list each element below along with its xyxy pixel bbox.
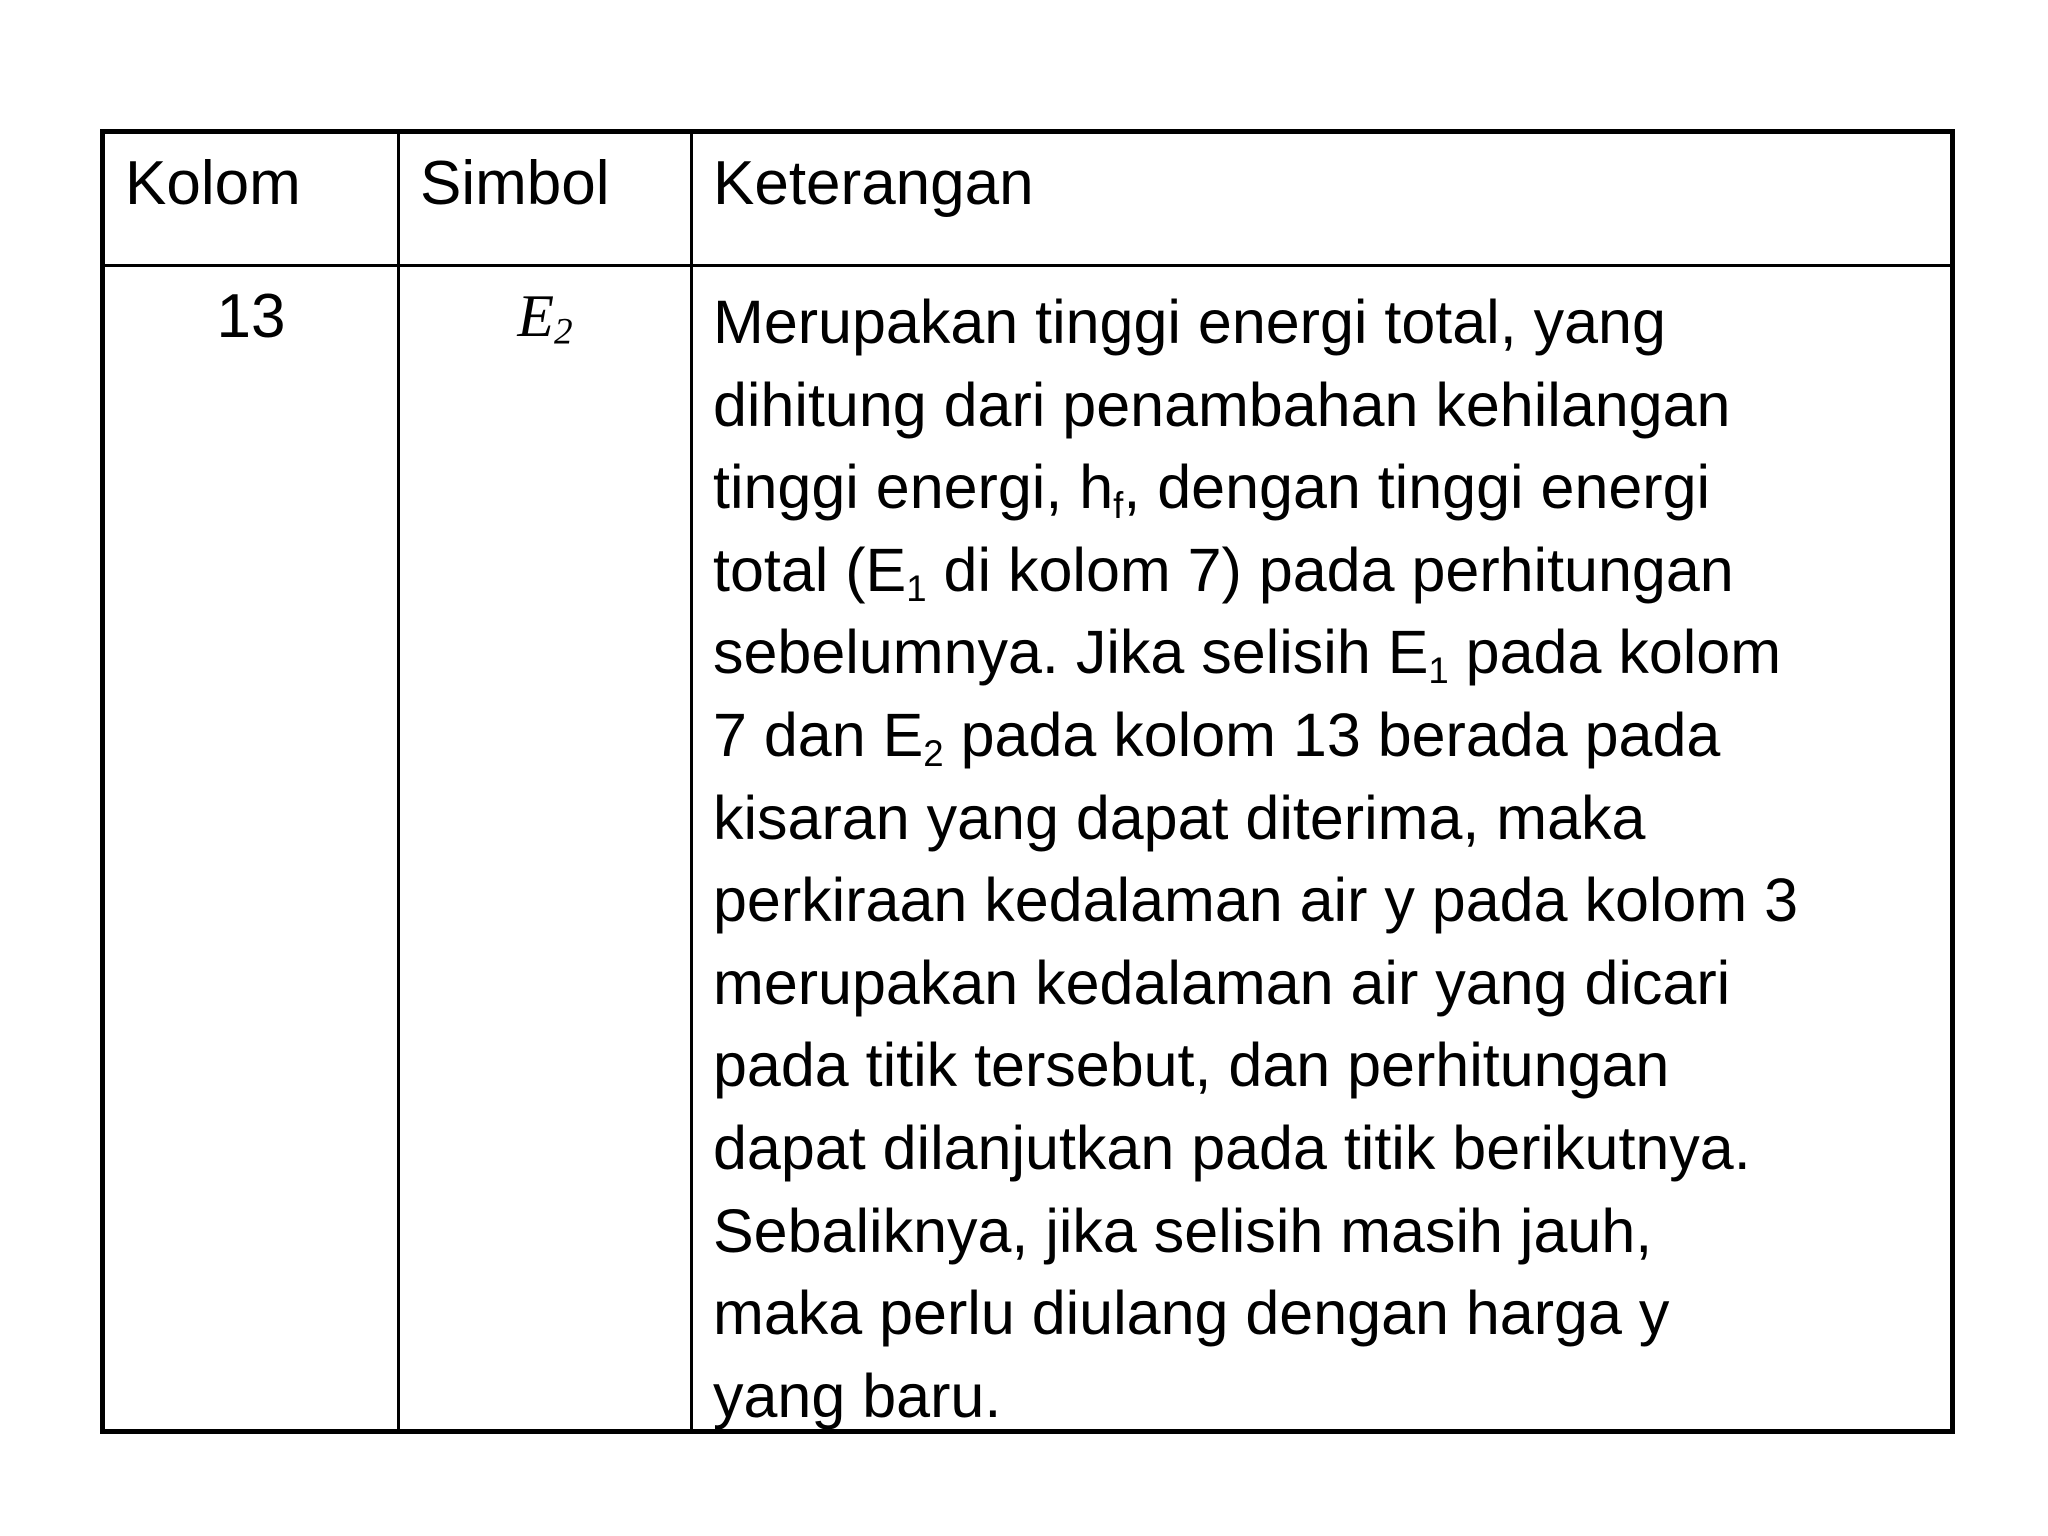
text-segment: tinggi energi, h	[713, 453, 1114, 522]
keterangan-line	[713, 694, 1934, 777]
text-segment: pada titik tersebut, dan perhitungan	[713, 1031, 1670, 1100]
kolom-number: 13	[216, 282, 286, 351]
header-cell-simbol	[400, 134, 693, 264]
text-segment: di kolom 7) pada perhitungan	[926, 535, 1734, 604]
keterangan-line	[713, 777, 1934, 860]
keterangan-line	[713, 281, 1934, 364]
text-segment: kisaran yang dapat diterima, maka	[713, 783, 1646, 852]
keterangan-line	[713, 529, 1934, 612]
text-segment: pada kolom	[1448, 618, 1782, 687]
keterangan-line	[713, 611, 1934, 694]
text-segment: dapat dilanjutkan pada titik berikutnya.	[713, 1113, 1751, 1182]
subscript: 1	[1428, 650, 1449, 692]
text-segment: dihitung dari penambahan kehilangan	[713, 370, 1731, 439]
text-segment: sebelumnya. Jika selisih E	[713, 618, 1429, 687]
symbol-e2	[400, 277, 690, 357]
keterangan-line	[713, 1107, 1934, 1190]
keterangan-line	[713, 1024, 1934, 1107]
text-segment: , dengan tinggi energi	[1123, 453, 1711, 522]
description-table	[100, 129, 1955, 1434]
keterangan-line	[713, 1190, 1934, 1273]
text-segment: pada kolom 13 berada pada	[943, 700, 1721, 769]
text-segment: Sebaliknya, jika selisih masih jauh,	[713, 1196, 1653, 1265]
cell-simbol	[400, 267, 693, 1429]
header-cell-kolom	[105, 134, 400, 264]
subscript: 2	[923, 733, 944, 775]
text-segment: Merupakan tinggi energi total, yang	[713, 288, 1666, 356]
symbol-subscript: 2	[554, 311, 573, 353]
keterangan-line	[713, 1272, 1934, 1355]
keterangan-line	[713, 1355, 1934, 1438]
subscript: 1	[906, 568, 927, 610]
subscript: f	[1113, 485, 1124, 527]
keterangan-line	[713, 859, 1934, 942]
text-segment: 7 dan E	[713, 700, 924, 769]
symbol-base: E	[517, 283, 555, 349]
table-row	[105, 267, 1950, 1429]
table-header-row	[105, 134, 1950, 267]
header-kolom-label: Kolom	[125, 149, 301, 218]
header-keterangan-label: Keterangan	[713, 149, 1034, 218]
text-segment: maka perlu diulang dengan harga y	[713, 1279, 1670, 1348]
keterangan-line	[713, 446, 1934, 529]
cell-kolom	[105, 267, 400, 1429]
keterangan-line	[713, 364, 1934, 447]
cell-keterangan	[693, 267, 1950, 1429]
keterangan-line	[713, 942, 1934, 1025]
text-segment: perkiraan kedalaman air y pada kolom 3	[713, 866, 1799, 935]
keterangan-text	[713, 281, 1934, 1437]
header-simbol-label: Simbol	[420, 149, 610, 218]
text-segment: total (E	[713, 535, 907, 604]
text-segment: yang baru.	[713, 1361, 1002, 1430]
text-segment: merupakan kedalaman air yang dicari	[713, 948, 1731, 1017]
header-cell-keterangan	[693, 134, 1950, 264]
